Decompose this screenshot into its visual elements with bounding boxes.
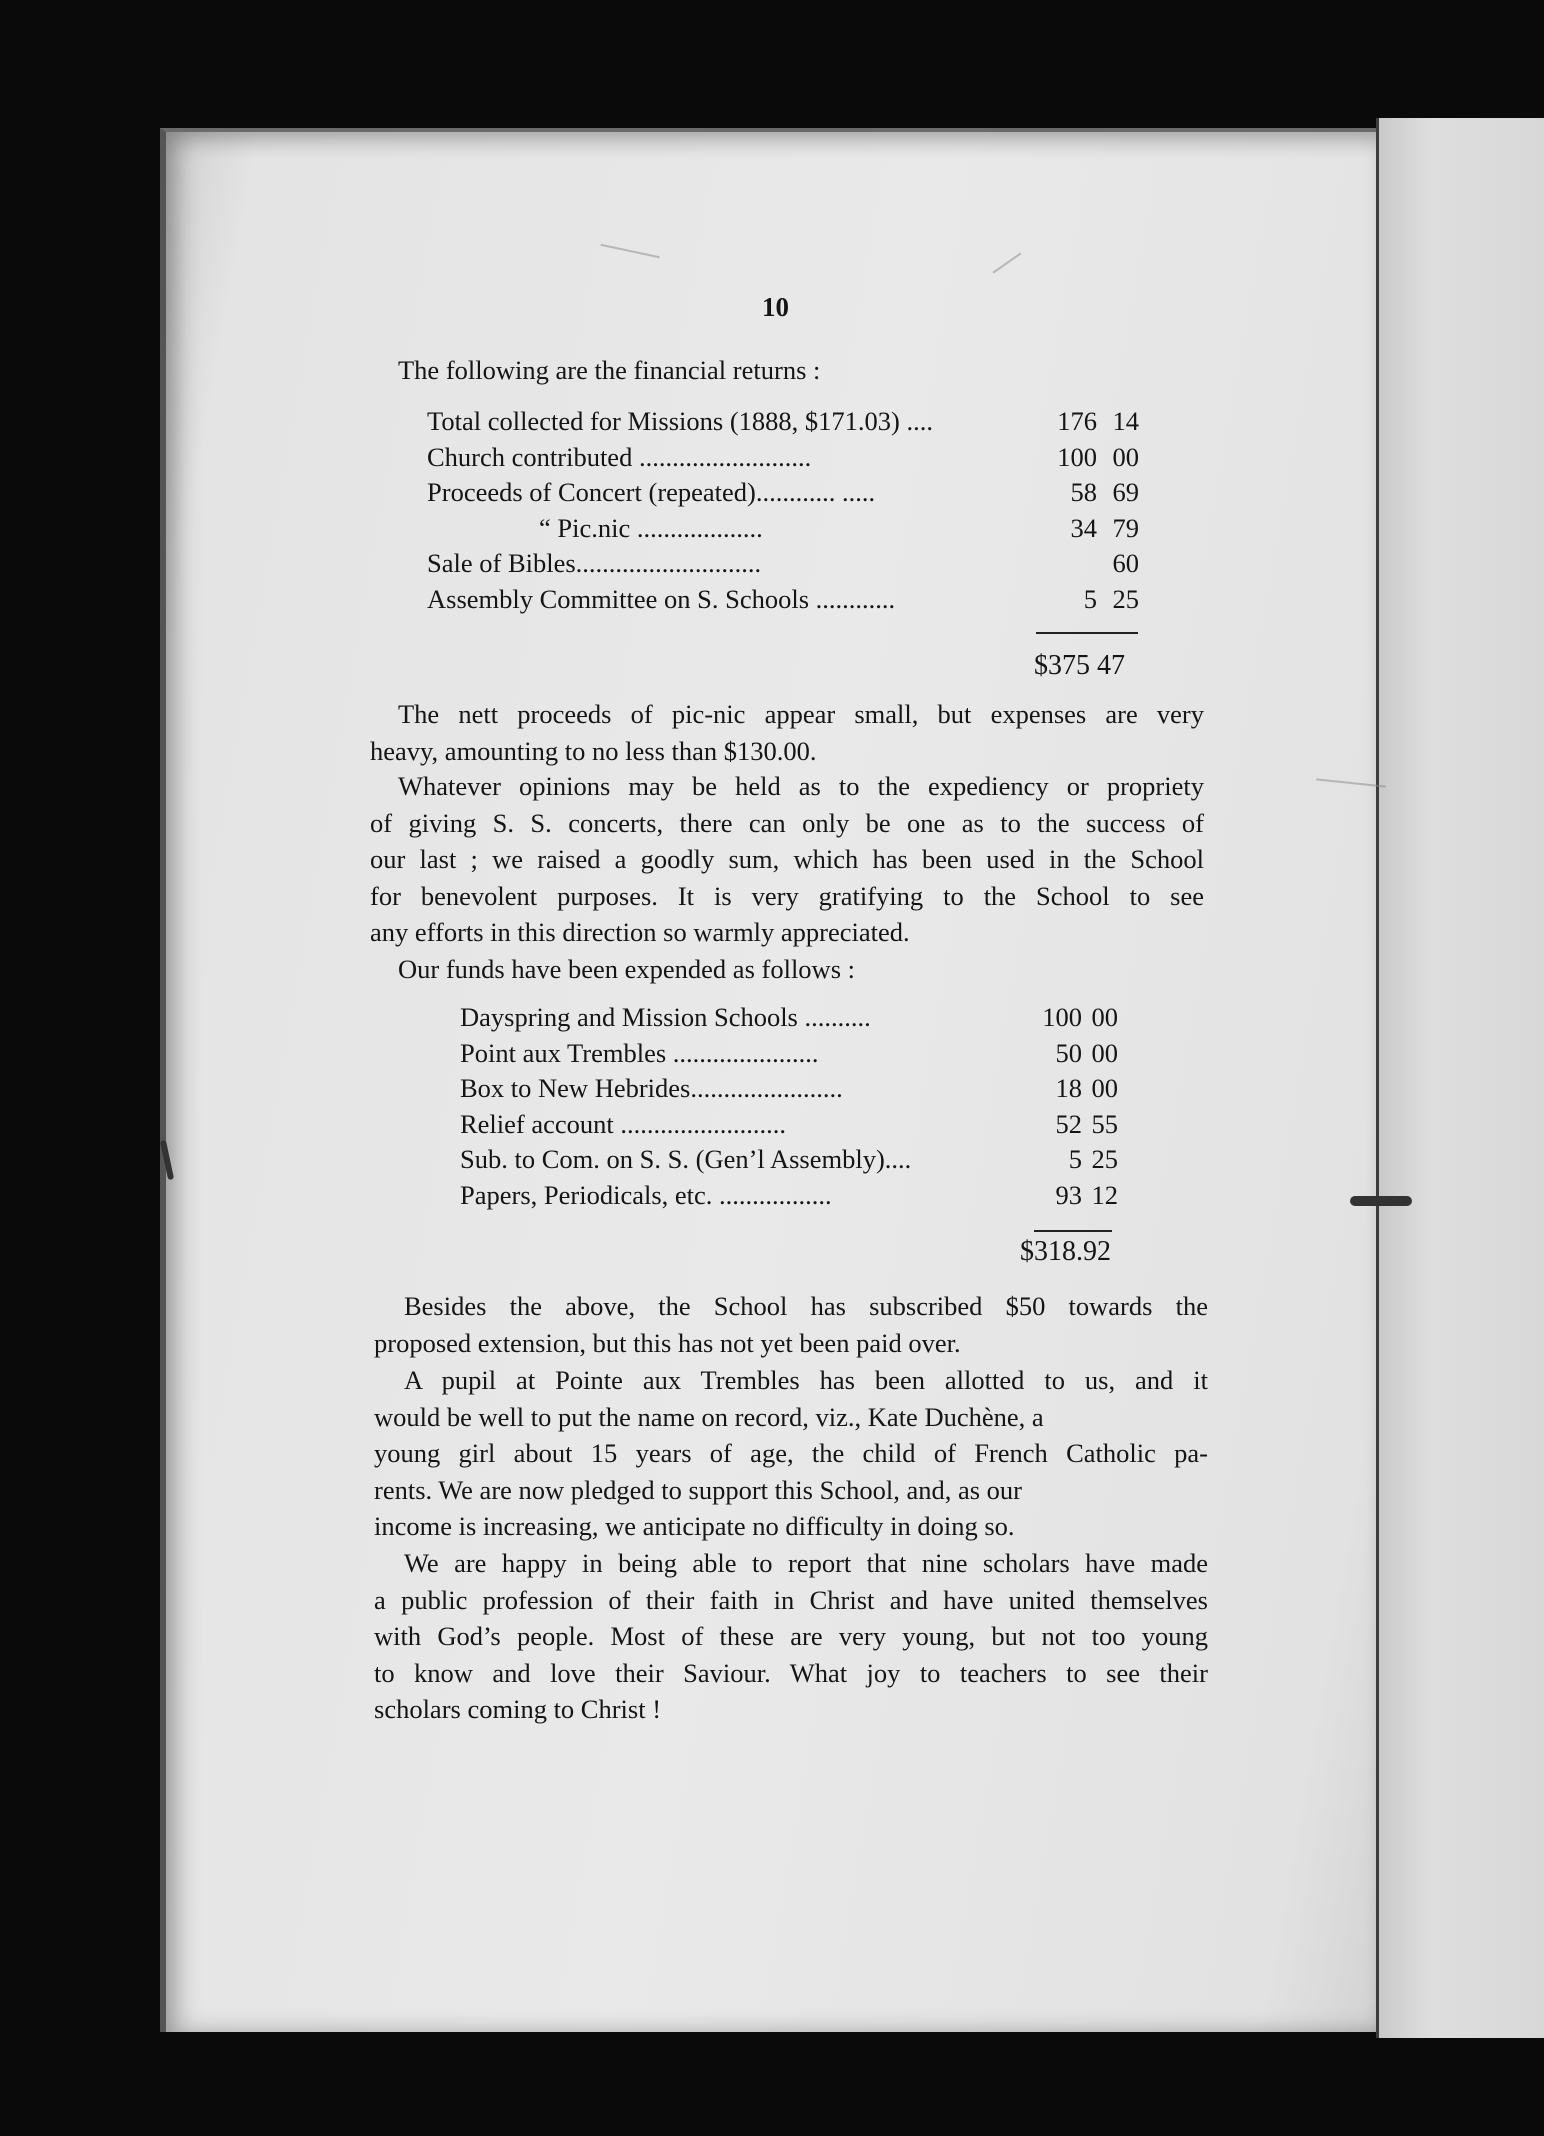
ledger-row [427, 511, 1139, 547]
ledger-dollars: 100 [1057, 441, 1097, 472]
ledger-row [427, 582, 1139, 618]
ledger-label: Relief account ......................... [460, 1108, 787, 1139]
text-line: any efforts in this direction so warmly appreciated. [370, 917, 910, 947]
paragraph-scholars [374, 1545, 1208, 1728]
ledger-dollars: 176 [1057, 406, 1097, 436]
text-line: heavy, amounting to no less than $130.00. [370, 735, 817, 766]
text-line: The nett proceeds of pic-nic appear small, but expenses are very [398, 699, 1204, 729]
ledger-label: Sub. to Com. on S. S. (Gen’l Assembly).... [460, 1144, 912, 1174]
paragraph-pic-nic [370, 696, 1204, 769]
ledger-cents: 60 [1112, 548, 1139, 578]
financial-returns-table [427, 404, 1139, 617]
expenditures-total: $318.92 [1020, 1236, 1111, 1267]
text-line: with God’s people. Most of these are very young, but not too young [374, 1621, 1208, 1651]
returns-total: $375 47 [1034, 650, 1125, 681]
text-line: scholars coming to Christ ! [374, 1694, 662, 1724]
expenditures-table [460, 1000, 1118, 1213]
ledger-label: Box to New Hebrides....................... [460, 1073, 843, 1103]
paragraph-concerts [370, 768, 1204, 951]
paragraph-pupil [374, 1362, 1208, 1545]
ledger-label: Sale of Bibles............................ [427, 548, 762, 578]
ledger-row [460, 1071, 1118, 1107]
text-line: for benevolent purposes. It is very gratifying to the School to see [370, 880, 1204, 911]
ledger-cents: 79 [1112, 512, 1139, 543]
text-line: of giving S. S. concerts, there can only be one as to the success of [370, 807, 1204, 838]
text-line: would be well to put the name on record, viz., Kate Duchène, a [374, 1401, 1044, 1432]
paragraph-subscription [374, 1288, 1208, 1361]
ledger-row [427, 546, 1139, 582]
ledger-cents: 25 [1112, 583, 1139, 614]
ledger-label: Church contributed .......................... [427, 441, 812, 472]
ink-blot [1350, 1196, 1412, 1206]
text-line: Besides the above, the School has subscribed $50 towards the [404, 1291, 1208, 1321]
ledger-dollars: 52 [1055, 1108, 1082, 1139]
ledger-dollars: 93 [1055, 1179, 1082, 1210]
ledger-row [460, 1107, 1118, 1143]
ledger-cents: 00 [1091, 1002, 1118, 1032]
ledger-dollars: 5 [1068, 1144, 1082, 1174]
ledger-cents: 25 [1091, 1144, 1118, 1174]
ledger-row [460, 1000, 1118, 1036]
ledger-cents: 00 [1091, 1073, 1118, 1103]
ledger-label: Dayspring and Mission Schools .......... [460, 1002, 871, 1032]
ledger-dollars: 100 [1042, 1002, 1082, 1032]
text-line: to know and love their Saviour. What joy to teachers to see their [374, 1657, 1208, 1688]
returns-intro: The following are the financial returns : [398, 355, 821, 385]
total-rule [1034, 1230, 1112, 1232]
total-rule [1036, 632, 1138, 634]
ledger-row [460, 1142, 1118, 1178]
ledger-dollars: 34 [1070, 512, 1097, 543]
ledger-label: Assembly Committee on S. Schools ............ [427, 583, 896, 614]
text-line: Whatever opinions may be held as to the expediency or propriety [398, 771, 1204, 801]
ledger-row [427, 475, 1139, 511]
adjacent-page-edge [1376, 118, 1544, 2038]
text-line: We are happy in being able to report that nine scholars have made [404, 1548, 1208, 1578]
ledger-row [427, 404, 1139, 440]
text-line: a public profession of their faith in Christ and have united themselves [374, 1584, 1208, 1615]
ledger-label: “ Pic.nic ................... [539, 512, 763, 543]
ledger-dollars: 58 [1070, 477, 1097, 507]
text-line: income is increasing, we anticipate no difficulty in doing so. [374, 1511, 1015, 1541]
text-line: our last ; we raised a goodly sum, which has been used in the School [370, 844, 1204, 874]
ledger-dollars: 5 [1083, 583, 1097, 614]
ledger-dollars: 18 [1055, 1073, 1082, 1103]
ledger-label: Point aux Trembles ...................... [460, 1037, 819, 1068]
text-line: rents. We are now pledged to support this School, and, as our [374, 1474, 1022, 1505]
ledger-row [460, 1036, 1118, 1072]
ledger-label: Proceeds of Concert (repeated)............ ..... [427, 477, 876, 507]
ledger-cents: 00 [1112, 441, 1139, 472]
ledger-cents: 14 [1112, 406, 1139, 436]
ledger-row [460, 1178, 1118, 1214]
page-number: 10 [762, 292, 789, 322]
ledger-cents: 55 [1091, 1108, 1118, 1139]
ledger-cents: 69 [1112, 477, 1139, 507]
expended-intro: Our funds have been expended as follows : [398, 954, 855, 984]
text-line: young girl about 15 years of age, the child of French Catholic pa- [374, 1438, 1208, 1468]
ledger-label: Papers, Periodicals, etc. ................. [460, 1179, 832, 1210]
ledger-dollars: 50 [1055, 1037, 1082, 1068]
text-line: A pupil at Pointe aux Trembles has been allotted to us, and it [404, 1365, 1208, 1395]
text-line: proposed extension, but this has not yet been paid over. [374, 1327, 961, 1358]
ledger-cents: 12 [1091, 1179, 1118, 1210]
ledger-cents: 00 [1091, 1037, 1118, 1068]
ledger-row [427, 440, 1139, 476]
ledger-label: Total collected for Missions (1888, $171.03) .... [427, 406, 933, 436]
